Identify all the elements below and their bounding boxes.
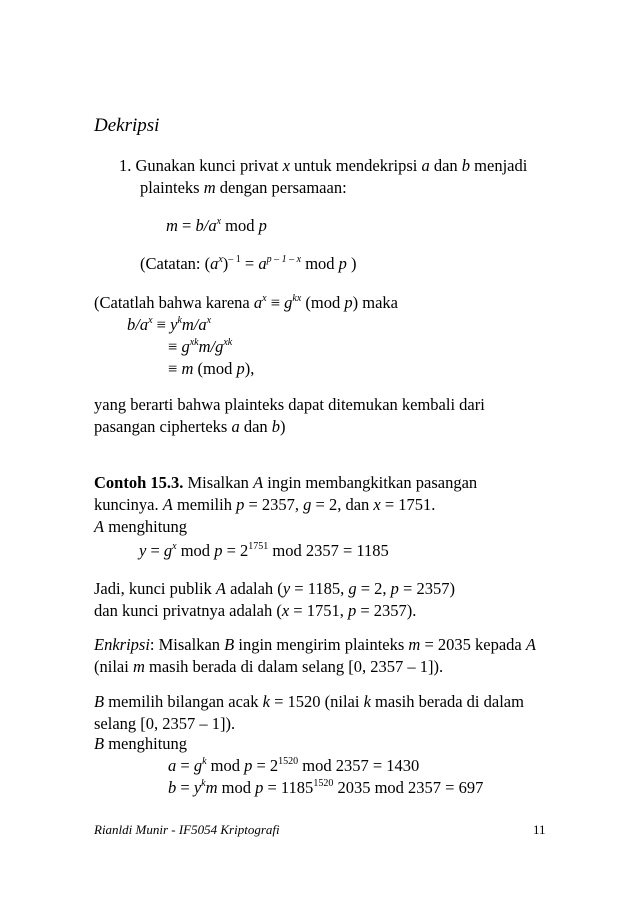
- step-1-line-1: 1. Gunakan kunci privat x untuk mendekripsi a dan b menjadi: [119, 156, 528, 175]
- bpart-line-2: selang [0, 2357 – 1]).: [94, 714, 236, 733]
- contoh-line-2: kuncinya. A memilih p = 2357, g = 2, dan x = 1751.: [94, 495, 436, 514]
- keys-line-1: Jadi, kunci publik A adalah (y = 1185, g = 2, p = 2357): [94, 579, 455, 598]
- bpart-formula-a: $a = g^k$ mod $p = 2^{1520}$ mod 2357 = 1430: [168, 756, 420, 775]
- contoh-line-1: Contoh 15.3. Misalkan A ingin membangkitkan pasangan: [94, 473, 478, 492]
- contoh-formula-y: $y = g^x$ mod $p = 2^{1751}$ mod 2357 = 1185: [139, 541, 389, 560]
- keys-line-2: dan kunci privatnya adalah (x = 1751, p = 2357).: [94, 601, 417, 620]
- proof-line-3: ≡ $g^{xk}m/g^{xk}$: [168, 337, 233, 356]
- bpart-line-1: B memilih bilangan acak k = 1520 (nilai k masih berada di dalam: [94, 692, 524, 711]
- catatan-note: (Catatan: $(a^x)^{- 1} = a^{p - 1 - x}$ mod p ): [140, 254, 357, 273]
- conclusion-line-1: yang berarti bahwa plainteks dapat ditemukan kembali dari: [94, 395, 485, 414]
- bpart-formula-b: $b = y^km$ mod $p = 1185^{1520}$ 2035 mod 2357 = 697: [168, 778, 484, 797]
- contoh-line-3: A menghitung: [94, 517, 188, 536]
- bpart-line-3: B menghitung: [94, 734, 188, 753]
- page-number: 11: [533, 822, 546, 837]
- heading: Dekripsi: [94, 115, 160, 136]
- footer-left: Rianldi Munir - IF5054 Kriptografi: [94, 822, 280, 837]
- step-1-line-2: plainteks m dengan persamaan:: [140, 178, 347, 197]
- proof-line-1: (Catatlah bahwa karena $a^x \equiv g^{kx}$ (mod p) maka: [94, 293, 398, 312]
- enkripsi-line-1: Enkripsi: Misalkan B ingin mengirim plainteks m = 2035 kepada A: [94, 635, 536, 654]
- conclusion-line-2: pasangan cipherteks a dan b): [94, 417, 286, 436]
- proof-line-4: ≡ m (mod p),: [168, 359, 255, 378]
- enkripsi-line-2: (nilai m masih berada di dalam selang [0, 2357 – 1]).: [94, 657, 444, 676]
- proof-line-2: $b/a^x \equiv y^km/a^x$: [127, 315, 212, 334]
- formula-m: $m = b/a^x$ mod p: [166, 216, 267, 235]
- contoh-title: Contoh 15.3.: [94, 473, 184, 492]
